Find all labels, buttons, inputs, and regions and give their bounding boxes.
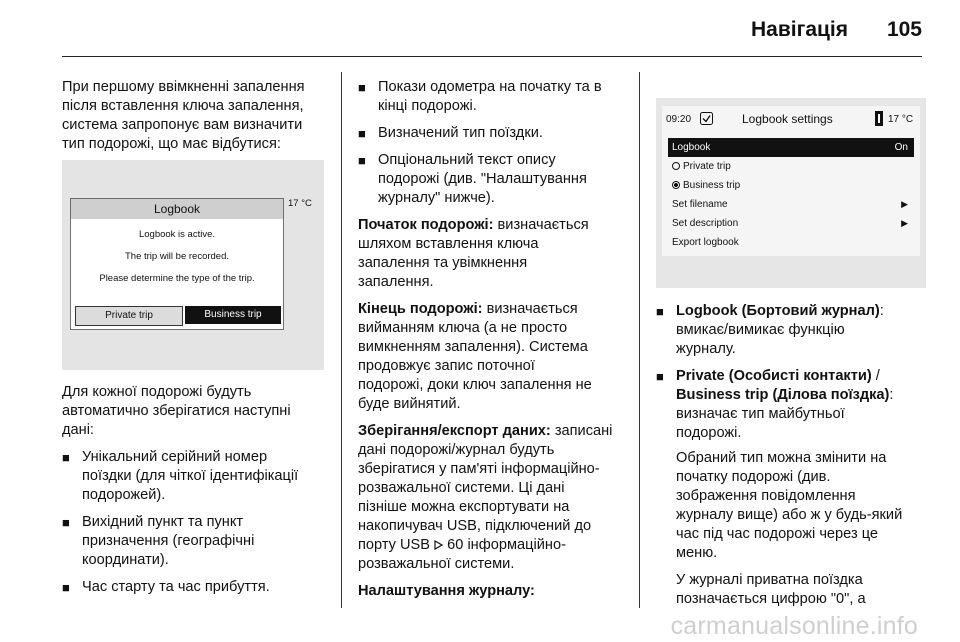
menu-item-set-description[interactable]: Set description ▶ — [668, 214, 914, 233]
column-2 — [358, 78, 630, 601]
menu-title: Logbook settings — [742, 112, 833, 126]
back-icon[interactable] — [700, 112, 713, 128]
menu-item-logbook[interactable]: Logbook On — [668, 138, 914, 157]
radio-on-icon — [672, 181, 680, 189]
column-1-lower — [62, 383, 330, 605]
column-3 — [656, 302, 931, 609]
menu-item-business-trip[interactable]: Business trip — [668, 176, 914, 195]
submenu-arrow-icon: ▶ — [901, 218, 908, 228]
private-trip-button[interactable]: Private trip — [75, 306, 183, 326]
trip-start-paragraph: Початок подорожі: визначається шляхом вставлення ключа запалення та увімкнення запалення. — [358, 217, 589, 290]
radio-off-icon — [672, 162, 680, 170]
settings-bullets — [656, 302, 931, 443]
menu-item-set-filename[interactable]: Set filename ▶ — [668, 195, 914, 214]
private-trip-note-paragraph: У журналі приватна поїздка позначається цифрою "0", а — [676, 572, 866, 607]
logbook-state: On — [894, 142, 908, 153]
column-1 — [62, 78, 330, 154]
data-bullets — [62, 448, 330, 597]
list-item: ■ Logbook (Бортовий журнал): вмикає/вимикає функцію журналу. — [656, 302, 931, 359]
intro-text: При першому ввімкненні запалення після вставлення ключа запалення, система запропонує вам визначити тип подорожі, що має відбутися: — [62, 79, 305, 152]
logbook-settings-heading: Налаштування журналу: — [358, 583, 535, 599]
logbook-settings-menu — [662, 106, 920, 256]
trip-type-change-paragraph: Обраний тип можна змінити на початку подорожі (див. зображення повідомлення журналу вище) або ж у будь-який час під час подорожі через це меню. — [676, 450, 903, 561]
logbook-dialog — [70, 198, 284, 330]
submenu-arrow-icon: ▶ — [901, 199, 908, 209]
dialog-line: Please determine the type of the trip. — [99, 273, 255, 284]
list-item: ■ Визначений тип поїздки. — [358, 124, 630, 143]
dialog-title: Logbook — [71, 199, 283, 219]
list-item: ■ Опціональний текст опису подорожі (див. "Налаштування журналу" нижче). — [358, 151, 630, 208]
status-bar — [662, 106, 920, 132]
list-item: ■ Покази одометра на початку та в кінці подорожі. — [358, 78, 630, 116]
column-divider-1 — [341, 72, 342, 608]
data-stored-text: Для кожної подорожі будуть автоматично зберігатися наступні дані: — [62, 384, 291, 438]
list-item: ■ Унікальний серійний номер поїздки (для чіткої ідентифікації подорожей). — [62, 448, 330, 505]
watermark: carmanualsonline.info — [670, 612, 918, 640]
page-reference-arrow-icon — [434, 537, 447, 553]
temperature-readout: 17 °C — [888, 114, 914, 125]
business-trip-button[interactable]: Business trip — [185, 306, 281, 324]
storage-export-paragraph: Зберігання/експорт даних: записані дані подорожі/журнал будуть зберігатися у пам'яті інформаційно- розважальної системи. Ці дані пізніше можна експортувати на накопичувач USB, підключений до порту USB 60 інформаційно- розважальної системи. — [358, 423, 613, 572]
header-rule — [62, 56, 922, 57]
menu-item-private-trip[interactable]: Private trip — [668, 157, 914, 176]
clock: 09:20 — [666, 114, 692, 125]
column-divider-2 — [639, 72, 640, 608]
dialog-line: The trip will be recorded. — [124, 251, 230, 262]
temperature-readout: 17 °C — [288, 198, 312, 209]
data-bullets-continued — [358, 78, 630, 208]
page-title: Навігація — [750, 18, 848, 41]
list-item: ■ Вихідний пункт та пункт призначення (географічні координати). — [62, 513, 330, 570]
thermometer-icon — [874, 111, 884, 129]
list-item: ■ Час старту та час прибуття. — [62, 578, 330, 597]
logbook-screen-image — [62, 160, 324, 370]
list-item: ■ Private (Особисті контакти) / Business trip (Ділова поїздка): визначає тип майбутньої подорожі. — [656, 367, 931, 443]
trip-end-paragraph: Кінець подорожі: визначається вийманням ключа (а не просто вимкненням запалення). Система продовжує запис поточної подорожі, доки ключ запалення не буде вийнятий. — [358, 301, 592, 412]
menu-item-export-logbook[interactable]: Export logbook — [672, 237, 739, 248]
dialog-line: Logbook is active. — [138, 229, 216, 240]
page-header — [0, 0, 960, 58]
logbook-settings-screen-image — [656, 98, 926, 288]
page-number: 105 — [886, 18, 922, 41]
